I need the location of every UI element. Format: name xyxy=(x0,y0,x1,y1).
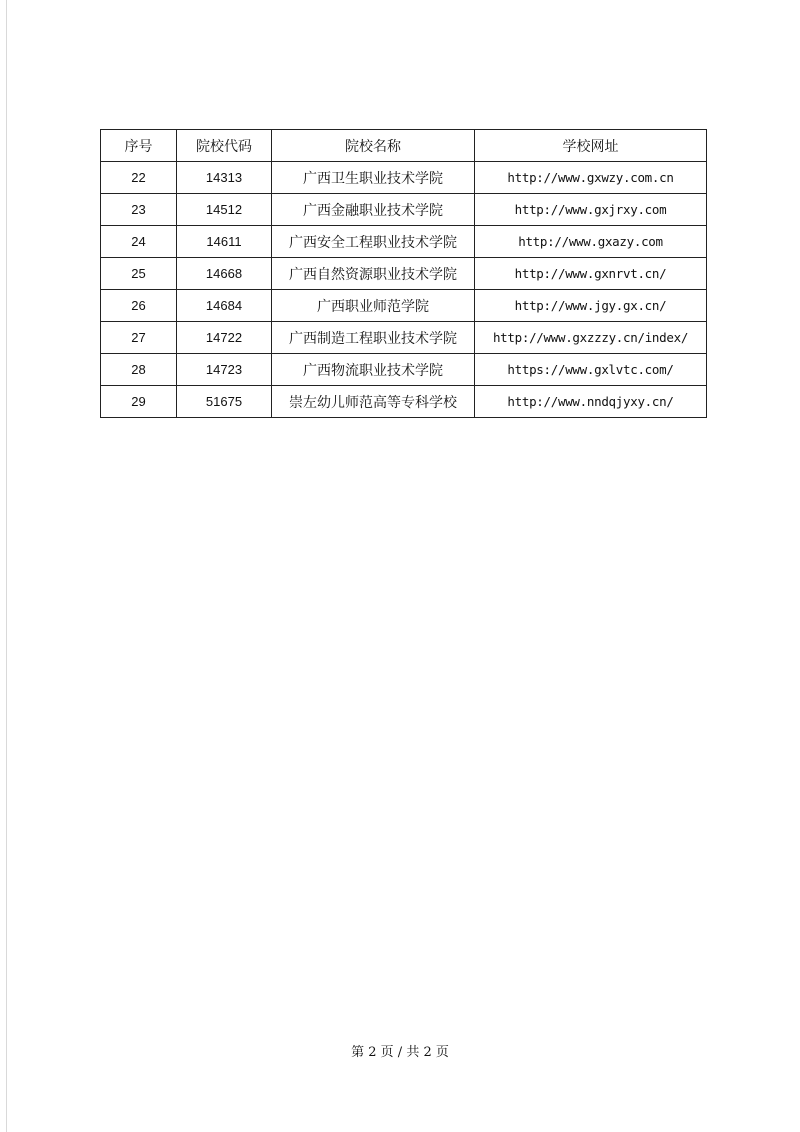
cell-url: http://www.nndqjyxy.cn/ xyxy=(475,386,707,418)
cell-name: 广西物流职业技术学院 xyxy=(272,354,475,386)
cell-url: http://www.jgy.gx.cn/ xyxy=(475,290,707,322)
table-row xyxy=(101,386,707,418)
header-code: 院校代码 xyxy=(177,130,272,162)
cell-index: 29 xyxy=(101,386,177,418)
cell-url: http://www.gxnrvt.cn/ xyxy=(475,258,707,290)
cell-name: 广西安全工程职业技术学院 xyxy=(272,226,475,258)
header-url: 学校网址 xyxy=(475,130,707,162)
school-table xyxy=(100,129,707,418)
table-row xyxy=(101,194,707,226)
cell-name: 广西卫生职业技术学院 xyxy=(272,162,475,194)
cell-index: 23 xyxy=(101,194,177,226)
cell-name: 广西制造工程职业技术学院 xyxy=(272,322,475,354)
cell-name: 广西金融职业技术学院 xyxy=(272,194,475,226)
table-row xyxy=(101,290,707,322)
table-header-row xyxy=(101,130,707,162)
cell-index: 28 xyxy=(101,354,177,386)
cell-code: 14313 xyxy=(177,162,272,194)
cell-code: 14611 xyxy=(177,226,272,258)
cell-index: 26 xyxy=(101,290,177,322)
table-row xyxy=(101,354,707,386)
cell-url: http://www.gxazy.com xyxy=(475,226,707,258)
cell-index: 22 xyxy=(101,162,177,194)
cell-index: 24 xyxy=(101,226,177,258)
cell-name: 崇左幼儿师范高等专科学校 xyxy=(272,386,475,418)
cell-code: 51675 xyxy=(177,386,272,418)
cell-code: 14722 xyxy=(177,322,272,354)
cell-index: 27 xyxy=(101,322,177,354)
table-row xyxy=(101,226,707,258)
cell-code: 14668 xyxy=(177,258,272,290)
table-row xyxy=(101,162,707,194)
cell-url: https://www.gxlvtc.com/ xyxy=(475,354,707,386)
cell-url: http://www.gxzzzy.cn/index/ xyxy=(475,322,707,354)
cell-url: http://www.gxwzy.com.cn xyxy=(475,162,707,194)
cell-name: 广西职业师范学院 xyxy=(272,290,475,322)
cell-name: 广西自然资源职业技术学院 xyxy=(272,258,475,290)
cell-index: 25 xyxy=(101,258,177,290)
scan-edge-line xyxy=(6,0,7,1132)
header-name: 院校名称 xyxy=(272,130,475,162)
cell-url: http://www.gxjrxy.com xyxy=(475,194,707,226)
cell-code: 14512 xyxy=(177,194,272,226)
table-row xyxy=(101,322,707,354)
header-index: 序号 xyxy=(101,130,177,162)
page-number-footer: 第 2 页 / 共 2 页 xyxy=(351,1045,449,1060)
cell-code: 14684 xyxy=(177,290,272,322)
cell-code: 14723 xyxy=(177,354,272,386)
table-row xyxy=(101,258,707,290)
